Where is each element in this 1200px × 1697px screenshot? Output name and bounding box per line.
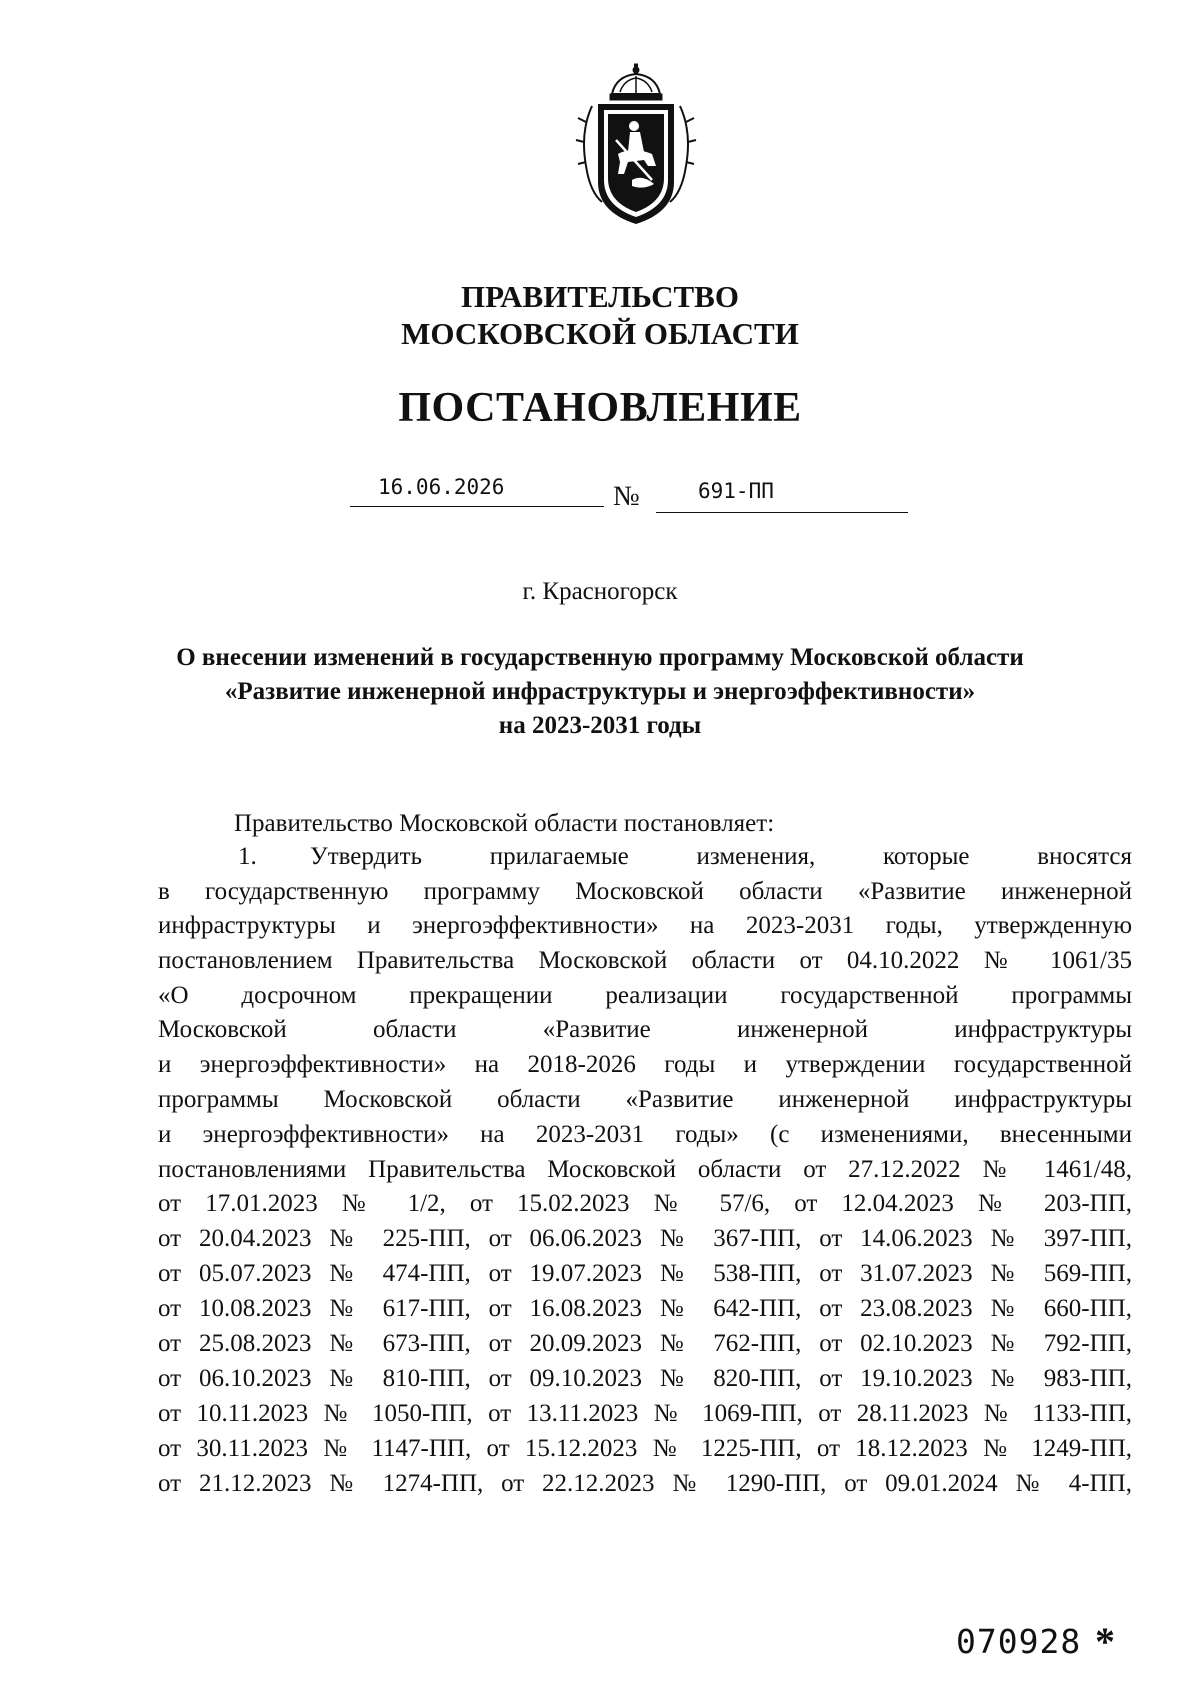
government-name-line-2: МОСКОВСКОЙ ОБЛАСТИ — [401, 316, 799, 351]
body-line: «О досрочном прекращении реализации государственной программы — [158, 982, 1132, 1009]
document-title-line-3: на 2023-2031 годы — [498, 712, 702, 739]
body-line: и энергоэффективности» на 2018-2026 годы и утверждении государственной — [158, 1051, 1132, 1078]
body-line: от 10.08.2023 № 617-ПП, от 16.08.2023 № 642-ПП, от 23.08.2023 № 660-ПП, — [158, 1295, 1132, 1322]
document-number: 691-ПП — [698, 479, 774, 503]
body-line: Московской области «Развитие инженерной инфраструктуры — [158, 1016, 1132, 1043]
body-line: от 25.08.2023 № 673-ПП, от 20.09.2023 № 762-ПП, от 02.10.2023 № 792-ПП, — [158, 1330, 1132, 1357]
body-line: программы Московской области «Развитие инженерной инфраструктуры — [158, 1086, 1132, 1113]
resolution-intro: Правительство Московской области постановляет: — [234, 810, 775, 837]
body-line: от 17.01.2023 № 1/2, от 15.02.2023 № 57/6, от 12.04.2023 № 203-ПП, — [158, 1190, 1132, 1217]
registration-stamp-number: 070928 — [956, 1622, 1082, 1661]
stamp-asterisk-mark: * — [1095, 1619, 1115, 1664]
number-underline — [656, 512, 908, 513]
body-line: в государственную программу Московской области «Развитие инженерной — [158, 878, 1132, 905]
item-first-line: Утвердить прилагаемые изменения, которые вносятся — [310, 843, 1132, 870]
government-name-line-1: ПРАВИТЕЛЬСТВО — [461, 279, 739, 314]
body-line: от 30.11.2023 № 1147-ПП, от 15.12.2023 № 1225-ПП, от 18.12.2023 № 1249-ПП, — [158, 1435, 1132, 1462]
document-date: 16.06.2026 — [378, 475, 505, 499]
body-line: от 10.11.2023 № 1050-ПП, от 13.11.2023 № 1069-ПП, от 28.11.2023 № 1133-ПП, — [158, 1400, 1132, 1427]
body-line: и энергоэффективности» на 2023-2031 годы» (с изменениями, внесенными — [158, 1121, 1132, 1148]
document-title-line-2: «Развитие инженерной инфраструктуры и энергоэффективности» — [224, 678, 976, 705]
city-name: г. Красногорск — [522, 578, 678, 605]
item-number: 1. — [238, 843, 257, 870]
body-line: от 06.10.2023 № 810-ПП, от 09.10.2023 № 820-ПП, от 19.10.2023 № 983-ПП, — [158, 1365, 1132, 1392]
body-line: от 20.04.2023 № 225-ПП, от 06.06.2023 № 367-ПП, от 14.06.2023 № 397-ПП, — [158, 1225, 1132, 1252]
document-title-line-1: О внесении изменений в государственную программу Московской области — [176, 644, 1024, 671]
body-line: постановлением Правительства Московской области от 04.10.2022 № 1061/35 — [158, 947, 1132, 974]
body-line: инфраструктуры и энергоэффективности» на 2023-2031 годы, утвержденную — [158, 912, 1132, 939]
date-underline — [350, 506, 604, 507]
body-line: от 21.12.2023 № 1274-ПП, от 22.12.2023 № 1290-ПП, от 09.01.2024 № 4-ПП, — [158, 1470, 1132, 1497]
body-line: постановлениями Правительства Московской области от 27.12.2022 № 1461/48, — [158, 1156, 1132, 1183]
number-sign: № — [613, 481, 640, 512]
moscow-oblast-coat-of-arms-icon — [572, 62, 700, 230]
body-line: от 05.07.2023 № 474-ПП, от 19.07.2023 № 538-ПП, от 31.07.2023 № 569-ПП, — [158, 1260, 1132, 1287]
document-type-heading: ПОСТАНОВЛЕНИЕ — [398, 385, 802, 431]
